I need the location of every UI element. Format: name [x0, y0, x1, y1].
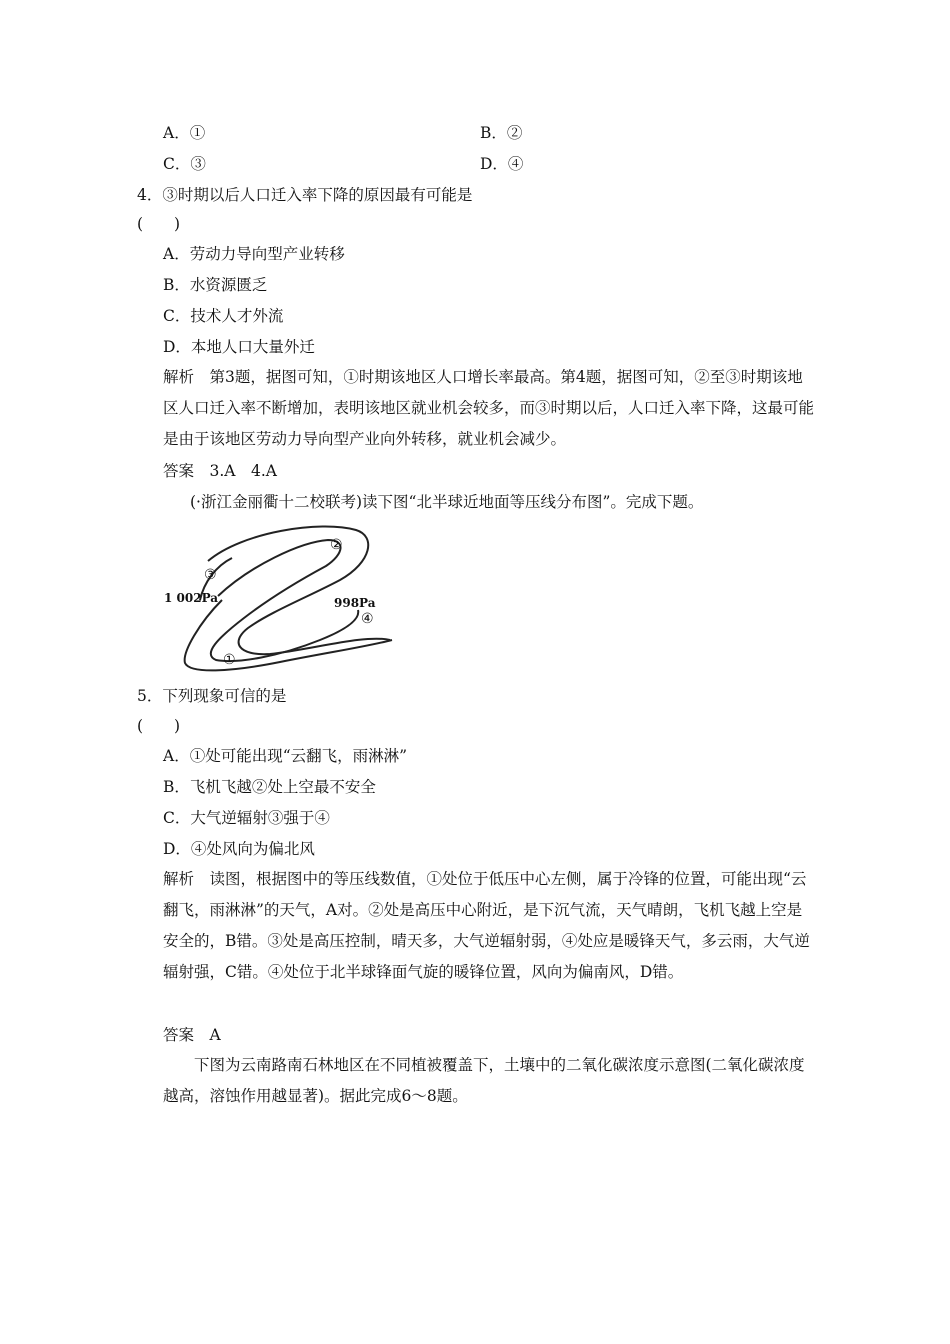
q4-option-d: D．本地人口大量外迁	[163, 338, 315, 356]
marker-4: ④	[361, 611, 374, 627]
question-5-bracket: ( )	[137, 717, 181, 735]
question-5-intro: (·浙江金丽衢十二校联考)读下图“北半球近地面等压线分布图”。完成下题。	[190, 493, 704, 511]
question-6-8-intro: 下图为云南路南石林地区在不同植被覆盖下，土壤中的二氧化碳浓度示意图(二氧化碳浓度越高，溶蚀作用越显著)。据此完成6～8题。	[163, 1056, 805, 1105]
q5-option-b: B．飞机飞越②处上空最不安全	[163, 778, 376, 796]
q4-answer: 答案 3.A 4.A	[163, 462, 277, 480]
q4-option-c: C．技术人才外流	[163, 307, 284, 325]
q3-option-b: B．②	[480, 124, 523, 142]
marker-3: ③	[204, 567, 217, 583]
q3-option-a: A．①	[163, 124, 206, 142]
q5-option-a: A．①处可能出现“云翻飞，雨淋淋”	[163, 747, 408, 765]
question-4-bracket: ( )	[137, 215, 181, 233]
question-5-stem: 5．下列现象可信的是	[137, 687, 287, 705]
q5-answer: 答案 A	[163, 1026, 221, 1044]
marker-2: ②	[330, 537, 343, 553]
q4-option-b: B．水资源匮乏	[163, 276, 268, 294]
q4-analysis: 解析 第3题，据图可知，①时期该地区人口增长率最高。第4题，据图可知，②至③时期该地区人口迁入率不断增加，表明该地区就业机会较多，而③时期以后，人口迁入率下降，这最可能是由于该地区劳动力导向型产业向外转移，就业机会减少。	[163, 368, 815, 448]
isobar-figure	[160, 522, 400, 677]
question-4-stem: 4．③时期以后人口迁入率下降的原因最有可能是	[137, 186, 473, 204]
isobar-outer	[208, 527, 390, 655]
q4-option-a: A．劳动力导向型产业转移	[163, 245, 345, 263]
q5-option-d: D．④处风向为偏北风	[163, 840, 315, 858]
q5-option-c: C．大气逆辐射③强于④	[163, 809, 330, 827]
q5-analysis: 解析 读图，根据图中的等压线数值，①处位于低压中心左侧，属于冷锋的位置，可能出现“云翻飞，雨淋淋”的天气，A对。②处是高压中心附近，是下沉气流，天气晴朗，飞机飞越上空是安全的，B错。③处是高压控制，晴天多，大气逆辐射弱，④处应是暖锋天气，多云雨，大气逆辐射强，C错。④处位于北半球锋面气旋的暖锋位置，风向为偏南风，D错。	[163, 870, 810, 981]
label-998pa: 998Pa	[334, 596, 376, 610]
label-1002pa: 1 002Pa	[164, 591, 219, 605]
q3-option-d: D．④	[480, 155, 524, 173]
q3-option-c: C．③	[163, 155, 206, 173]
marker-1: ①	[223, 652, 236, 668]
